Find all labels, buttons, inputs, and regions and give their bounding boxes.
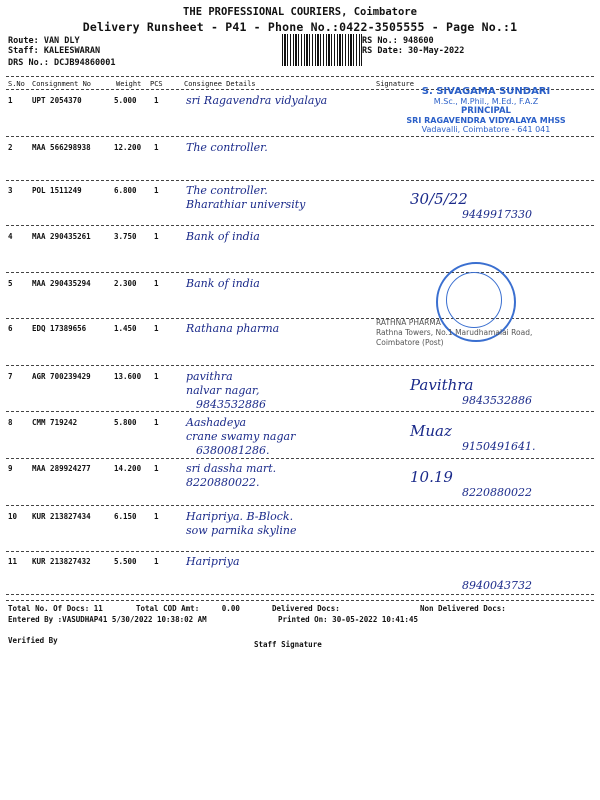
col-weight: Weight xyxy=(116,80,142,88)
row-consignment-no: CMM 719242 xyxy=(32,418,78,427)
row-consignment-no: KUR 213827432 xyxy=(32,557,91,566)
row-weight: 12.200 xyxy=(114,143,142,152)
row-pcs: 1 xyxy=(154,279,159,288)
row-signature-phone: 9449917330 xyxy=(462,208,532,221)
pharma-post: Coimbatore (Post) xyxy=(376,338,444,347)
row-sno: 3 xyxy=(8,186,13,195)
verified-by: Verified By xyxy=(8,636,58,645)
row-signature-phone: 8220880022 xyxy=(462,486,532,499)
row-pcs: 1 xyxy=(154,372,159,381)
row-consignee-line1: pavithra xyxy=(186,370,233,383)
col-pcs: PCS xyxy=(150,80,163,88)
row-consignee-line1: sri Ragavendra vidyalaya xyxy=(186,94,328,107)
row-consignee-line2: crane swamy nagar xyxy=(186,430,296,443)
drs-label: DRS No.: DCJB94860001 xyxy=(8,58,116,68)
row-weight: 2.300 xyxy=(114,279,137,288)
stamp-school: SRI RAGAVENDRA VIDYALAYA MHSS xyxy=(406,116,566,125)
row-consignment-no: POL 1511249 xyxy=(32,186,82,195)
entered-by: Entered By :VASUDHAP41 5/30/2022 10:38:02 AM xyxy=(8,615,207,624)
row-pcs: 1 xyxy=(154,464,159,473)
row-consignee-line1: Bank of india xyxy=(186,277,260,290)
staff-label: Staff: KALEESWARAN xyxy=(8,46,101,56)
row-divider xyxy=(6,411,594,412)
row-consignee-line1: The controller. xyxy=(186,184,268,197)
route-label: Route: VAN DLY xyxy=(8,36,80,46)
row-consignee-line1: Bank of india xyxy=(186,230,260,243)
row-sno: 2 xyxy=(8,143,13,152)
header-divider xyxy=(6,76,594,77)
row-pcs: 1 xyxy=(154,557,159,566)
stamp-quals: M.Sc., M.Phil., M.Ed., F.A.Z xyxy=(433,97,539,106)
row-weight: 5.800 xyxy=(114,418,137,427)
rs-number: RS No.: 948600 xyxy=(362,36,434,46)
row-sno: 9 xyxy=(8,464,13,473)
row-consignee-line3: 9843532886 xyxy=(196,398,266,411)
row-consignee-line2: sow parnika skyline xyxy=(186,524,297,537)
staff-signature: Staff Signature xyxy=(254,640,322,649)
col-signature: Signature xyxy=(376,80,414,88)
row-sno: 7 xyxy=(8,372,13,381)
pharma-stamp xyxy=(376,318,576,348)
row-divider xyxy=(6,225,594,226)
row-weight: 5.000 xyxy=(114,96,137,105)
row-pcs: 1 xyxy=(154,512,159,521)
row-signature-text: 10.19 xyxy=(410,468,453,486)
row-consignment-no: MAA 290435261 xyxy=(32,232,91,241)
row-consignee-line2: 8220880022. xyxy=(186,476,260,489)
row-weight: 1.450 xyxy=(114,324,137,333)
col-consignee: Consignee Details xyxy=(184,80,256,88)
delivered-docs: Delivered Docs: xyxy=(272,604,340,613)
row-pcs: 1 xyxy=(154,324,159,333)
pharma-address: Rathna Towers, No.1 Marudhamalai Road, xyxy=(376,328,533,337)
stamp-title: PRINCIPAL xyxy=(461,106,511,116)
row-consignment-no: MAA 290435294 xyxy=(32,279,91,288)
company-title: THE PROFESSIONAL COURIERS, Coimbatore xyxy=(183,6,417,18)
row-consignee-line1: The controller. xyxy=(186,141,268,154)
row-divider xyxy=(6,180,594,181)
row-signature-phone: 9843532886 xyxy=(462,394,532,407)
footer-divider xyxy=(6,600,594,601)
row-pcs: 1 xyxy=(154,143,159,152)
row-pcs: 1 xyxy=(154,418,159,427)
row-signature-phone: 9150491641. xyxy=(462,440,536,453)
row-sno: 10 xyxy=(8,512,18,521)
row-weight: 13.600 xyxy=(114,372,142,381)
row-consignment-no: MAA 566298938 xyxy=(32,143,91,152)
row-consignment-no: UPT 2054370 xyxy=(32,96,82,105)
row-consignee-line2: Bharathiar university xyxy=(186,198,306,211)
row-sno: 11 xyxy=(8,557,18,566)
row-consignment-no: MAA 289924277 xyxy=(32,464,91,473)
pharma-name: RATHNA PHARMA xyxy=(376,318,441,327)
runsheet-title: Delivery Runsheet - P41 - Phone No.:0422-3505555 - Page No.:1 xyxy=(82,20,518,34)
row-consignee-line3: 6380081286. xyxy=(196,444,270,457)
row-weight: 5.500 xyxy=(114,557,137,566)
row-consignee-line2: nalvar nagar, xyxy=(186,384,260,397)
col-sno: S.No xyxy=(8,80,25,88)
row-signature-text: Pavithra xyxy=(410,376,474,394)
row-consignment-no: EDQ 17389656 xyxy=(32,324,87,333)
row-signature-phone: 8940043732 xyxy=(462,579,532,592)
row-signature-text: 30/5/22 xyxy=(410,190,468,208)
stamp-name: S. SIVAGAMA SUNDARI xyxy=(421,86,551,97)
row-consignee-line1: Rathana pharma xyxy=(186,322,280,335)
row-sno: 1 xyxy=(8,96,13,105)
row-weight: 14.200 xyxy=(114,464,142,473)
row-sno: 5 xyxy=(8,279,13,288)
row-consignee-line1: Aashadeya xyxy=(186,416,247,429)
printed-on: Printed On: 30-05-2022 10:41:45 xyxy=(278,615,418,624)
row-weight: 6.150 xyxy=(114,512,137,521)
row-consignee-line1: Haripriya. B-Block. xyxy=(186,510,294,523)
row-divider xyxy=(6,594,594,595)
row-weight: 6.800 xyxy=(114,186,137,195)
row-divider xyxy=(6,272,594,273)
row-consignee-line1: Haripriya xyxy=(186,555,240,568)
total-cod: Total COD Amt: 0.00 xyxy=(136,604,240,613)
principal-stamp xyxy=(378,86,594,142)
row-consignee-line1: sri dassha mart. xyxy=(186,462,277,475)
row-divider xyxy=(6,551,594,552)
row-signature-text: Muaz xyxy=(410,422,452,440)
row-sno: 4 xyxy=(8,232,13,241)
row-pcs: 1 xyxy=(154,186,159,195)
row-divider xyxy=(6,458,594,459)
row-consignment-no: KUR 213827434 xyxy=(32,512,91,521)
barcode xyxy=(282,34,362,66)
row-divider xyxy=(6,365,594,366)
row-sno: 8 xyxy=(8,418,13,427)
row-pcs: 1 xyxy=(154,96,159,105)
rs-date: RS Date: 30-May-2022 xyxy=(362,46,465,56)
total-docs: Total No. Of Docs: 11 xyxy=(8,604,103,613)
col-consignment: Consignment No xyxy=(32,80,92,88)
row-sno: 6 xyxy=(8,324,13,333)
row-weight: 3.750 xyxy=(114,232,137,241)
row-consignment-no: AGR 700239429 xyxy=(32,372,91,381)
stamp-place: Vadavalli, Coimbatore - 641 041 xyxy=(421,125,551,134)
row-divider xyxy=(6,505,594,506)
row-pcs: 1 xyxy=(154,232,159,241)
non-delivered-docs: Non Delivered Docs: xyxy=(420,604,506,613)
